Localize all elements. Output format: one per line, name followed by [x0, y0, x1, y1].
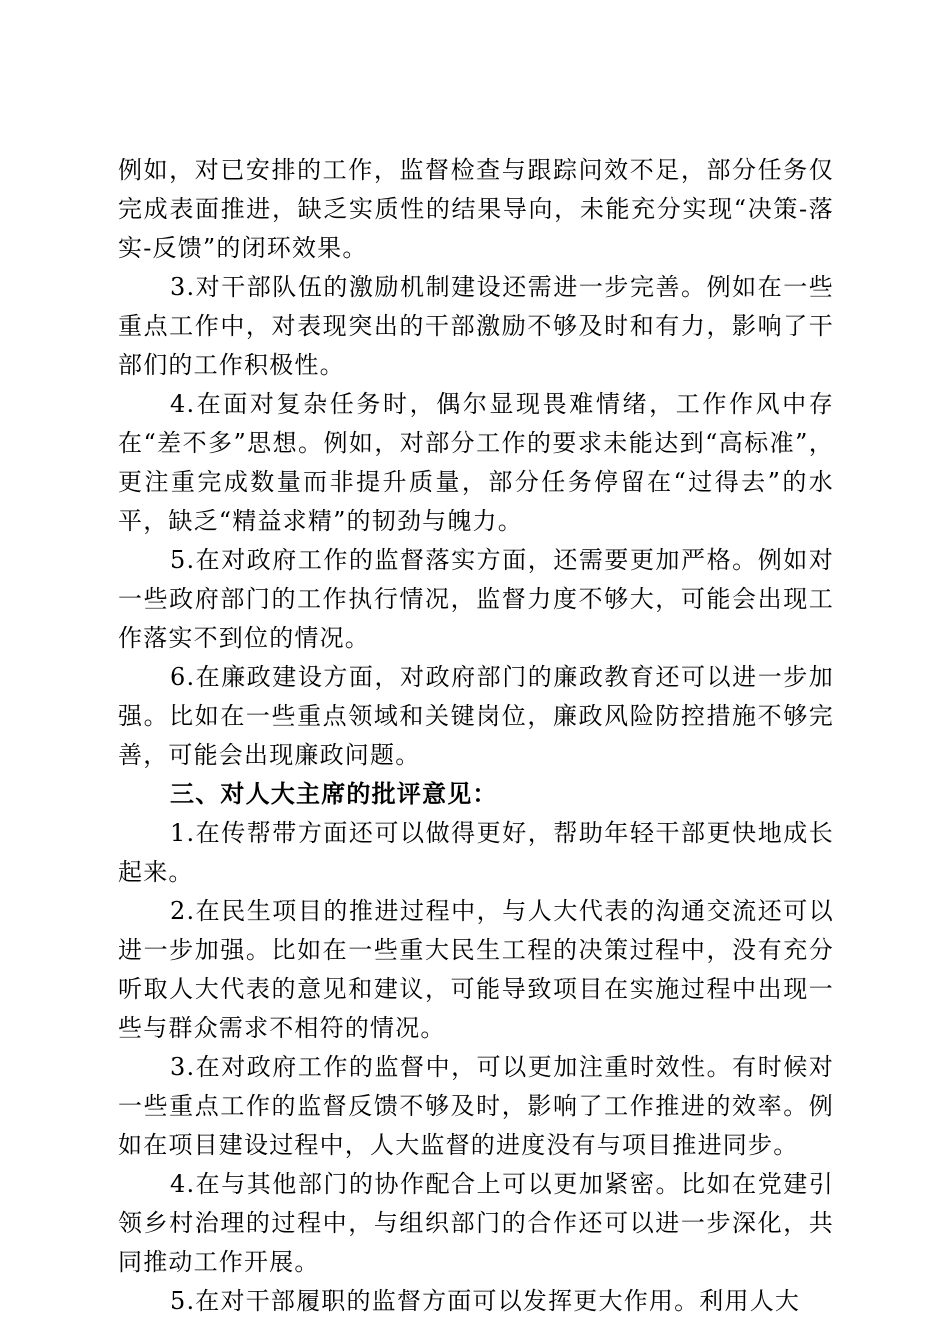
paragraph-item-4-coordination: 4.在与其他部门的协作配合上可以更加紧密。比如在党建引领乡村治理的过程中，与组织部门的合作还可以进一步深化，共同推动工作开展。 — [118, 1170, 834, 1276]
section-heading-criticism-of-npc-chairman: 三、对人大主席的批评意见： — [170, 780, 498, 808]
paragraph-item-3-incentive: 3.对干部队伍的激励机制建设还需进一步完善。例如在一些重点工作中，对表现突出的干部激励不够及时和有力，影响了干部们的工作积极性。 — [118, 273, 834, 379]
paragraph-item-5-supervision: 5.在对政府工作的监督落实方面，还需要更加严格。例如对一些政府部门的工作执行情况，监督力度不够大，可能会出现工作落实不到位的情况。 — [118, 546, 834, 652]
paragraph-item-4-work-style: 4.在面对复杂任务时，偶尔显现畏难情绪，工作作风中存在“差不多”思想。例如，对部分工作的要求未能达到“高标准”，更注重完成数量而非提升质量，部分任务停留在“过得去”的水平，缺乏“精益求精”的韧劲与魄力。 — [118, 390, 834, 535]
paragraph-item-2-communication: 2.在民生项目的推进过程中，与人大代表的沟通交流还可以进一步加强。比如在一些重大民生工程的决策过程中，没有充分听取人大代表的意见和建议，可能导致项目在实施过程中出现一些与群众需求不相符的情况。 — [118, 897, 834, 1042]
paragraph-item-3-timeliness: 3.在对政府工作的监督中，可以更加注重时效性。有时候对一些重点工作的监督反馈不够及时，影响了工作推进的效率。例如在项目建设过程中，人大监督的进度没有与项目推进同步。 — [118, 1053, 834, 1159]
paragraph-item-6-integrity: 6.在廉政建设方面，对政府部门的廉政教育还可以进一步加强。比如在一些重点领域和关键岗位，廉政风险防控措施不够完善，可能会出现廉政问题。 — [118, 663, 834, 769]
paragraph-item-1-mentoring: 1.在传帮带方面还可以做得更好，帮助年轻干部更快地成长起来。 — [118, 819, 834, 886]
paragraph-item-5-cadre-supervision: 5.在对干部履职的监督方面可以发挥更大作用。利用人大 — [170, 1287, 801, 1315]
document-page — [118, 151, 834, 1321]
paragraph-continuation: 例如，对已安排的工作，监督检查与跟踪问效不足，部分任务仅完成表面推进，缺乏实质性的结果导向，未能充分实现“决策-落实-反馈”的闭环效果。 — [118, 156, 834, 262]
